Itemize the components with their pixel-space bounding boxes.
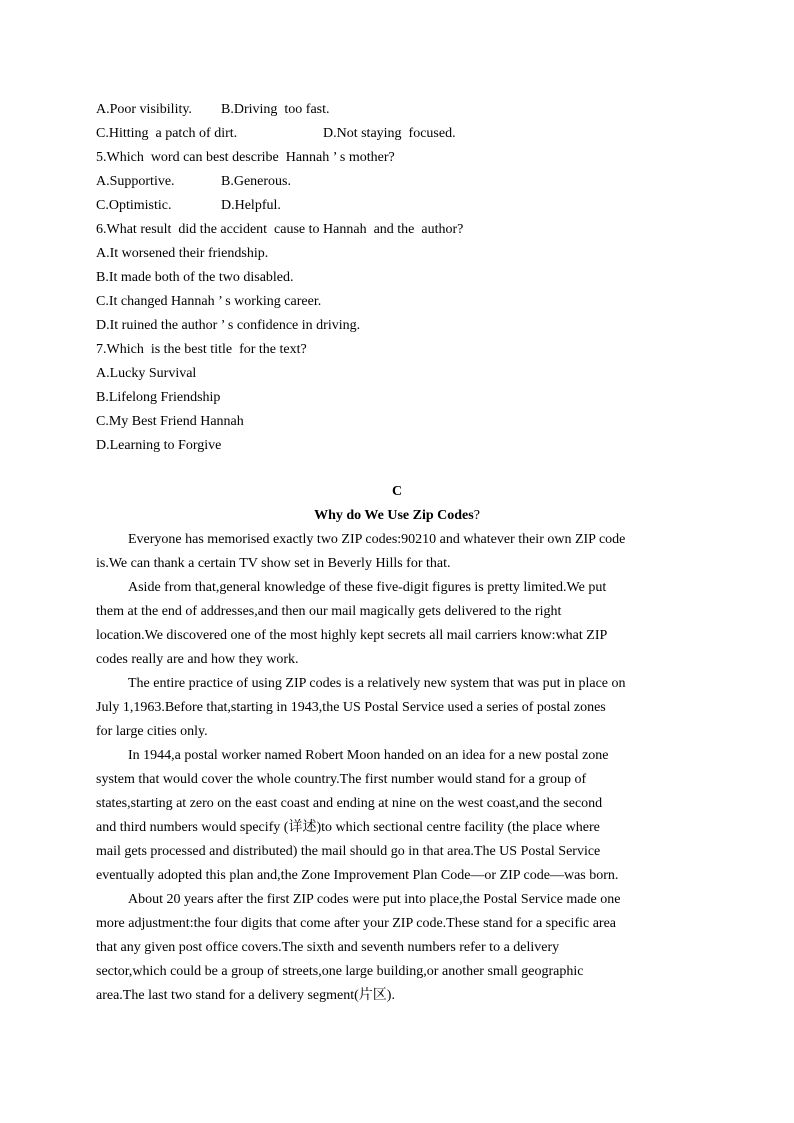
paragraph-line: About 20 years after the first ZIP codes were put into place,the Postal Service made one xyxy=(128,892,621,907)
section-title-text: Why do We Use Zip Codes xyxy=(314,508,474,523)
paragraph-1 xyxy=(96,528,698,576)
paragraph-line: The entire practice of using ZIP codes is a relatively new system that was put in place on xyxy=(128,676,626,691)
paragraph-line: and third numbers would specify (详述)to which sectional centre facility (the place where xyxy=(96,820,600,835)
section-title-mark: ? xyxy=(473,508,480,523)
paragraph-line: system that would cover the whole country.The first number would stand for a group of xyxy=(96,772,587,787)
q5-text: .Which word can best describe Hannah ’ s mother? xyxy=(103,150,395,165)
paragraph-line: Everyone has memorised exactly two ZIP codes:90210 and whatever their own ZIP code xyxy=(128,532,626,547)
paragraph-line: July 1,1963.Before that,starting in 1943,the US Postal Service used a series of postal zones xyxy=(96,700,606,715)
q7-option-d: D.Learning to Forgive xyxy=(96,438,222,453)
paragraph-line: them at the end of addresses,and then our mail magically gets delivered to the right xyxy=(96,604,562,619)
paragraph-line: area.The last two stand for a delivery segment(片区). xyxy=(96,988,395,1003)
paragraph-4 xyxy=(96,744,698,888)
q5-option-d: D.Helpful. xyxy=(221,198,281,213)
q4-options-row-1 xyxy=(96,98,698,122)
paragraph-5 xyxy=(96,888,698,1008)
q7-option-a: A.Lucky Survival xyxy=(96,366,197,381)
q4-option-d: D.Not staying focused. xyxy=(323,126,456,141)
q5-question xyxy=(96,146,698,170)
paragraph-line: is.We can thank a certain TV show set in Beverly Hills for that. xyxy=(96,556,451,571)
q5-option-b: B.Generous. xyxy=(221,174,291,189)
paragraph-line: eventually adopted this plan and,the Zone Improvement Plan Code—or ZIP code—was born. xyxy=(96,868,619,883)
paragraph-line: that any given post office covers.The sixth and seventh numbers refer to a delivery xyxy=(96,940,560,955)
q6-option-d: D.It ruined the author ’ s confidence in driving. xyxy=(96,318,361,333)
q6-option-c: C.It changed Hannah ’ s working career. xyxy=(96,294,322,309)
q7-text: .Which is the best title for the text? xyxy=(103,342,307,357)
q4-options-row-2 xyxy=(96,122,698,146)
q7-question xyxy=(96,338,698,362)
q7-number: 7 xyxy=(96,342,103,357)
q6-number: 6 xyxy=(96,222,103,237)
q5-number: 5 xyxy=(96,150,103,165)
paragraph-line: sector,which could be a group of streets,one large building,or another small geographic xyxy=(96,964,584,979)
q7-option-c: C.My Best Friend Hannah xyxy=(96,414,244,429)
q6-question xyxy=(96,218,698,242)
q6-option-b: B.It made both of the two disabled. xyxy=(96,270,294,285)
q6-option-a: A.It worsened their friendship. xyxy=(96,246,269,261)
q4-option-a: A.Poor visibility. xyxy=(96,102,192,117)
q6-text: .What result did the accident cause to Hannah and the author? xyxy=(103,222,464,237)
q4-option-c: C.Hitting a patch of dirt. xyxy=(96,126,238,141)
paragraph-3 xyxy=(96,672,698,744)
paragraph-line: more adjustment:the four digits that come after your ZIP code.These stand for a specific area xyxy=(96,916,617,931)
document-page xyxy=(96,98,698,1008)
paragraph-line: for large cities only. xyxy=(96,724,208,739)
q7-option-b: B.Lifelong Friendship xyxy=(96,390,221,405)
q5-option-a: A.Supportive. xyxy=(96,174,175,189)
paragraph-line: states,starting at zero on the east coast and ending at nine on the west coast,and the second xyxy=(96,796,603,811)
section-gap xyxy=(96,458,698,480)
q5-option-c: C.Optimistic. xyxy=(96,198,172,213)
paragraph-line: codes really are and how they work. xyxy=(96,652,299,667)
section-letter: C xyxy=(391,484,403,499)
paragraph-line: mail gets processed and distributed) the mail should go in that area.The US Postal Service xyxy=(96,844,601,859)
paragraph-line: Aside from that,general knowledge of these five-digit figures is pretty limited.We put xyxy=(128,580,607,595)
paragraph-2 xyxy=(96,576,698,672)
paragraph-line: location.We discovered one of the most highly kept secrets all mail carriers know:what ZIP xyxy=(96,628,608,643)
q5-options-row-1 xyxy=(96,170,698,194)
paragraph-line: In 1944,a postal worker named Robert Moon handed on an idea for a new postal zone xyxy=(128,748,609,763)
section-title xyxy=(96,504,698,528)
q4-option-b: B.Driving too fast. xyxy=(221,102,330,117)
q5-options-row-2 xyxy=(96,194,698,218)
